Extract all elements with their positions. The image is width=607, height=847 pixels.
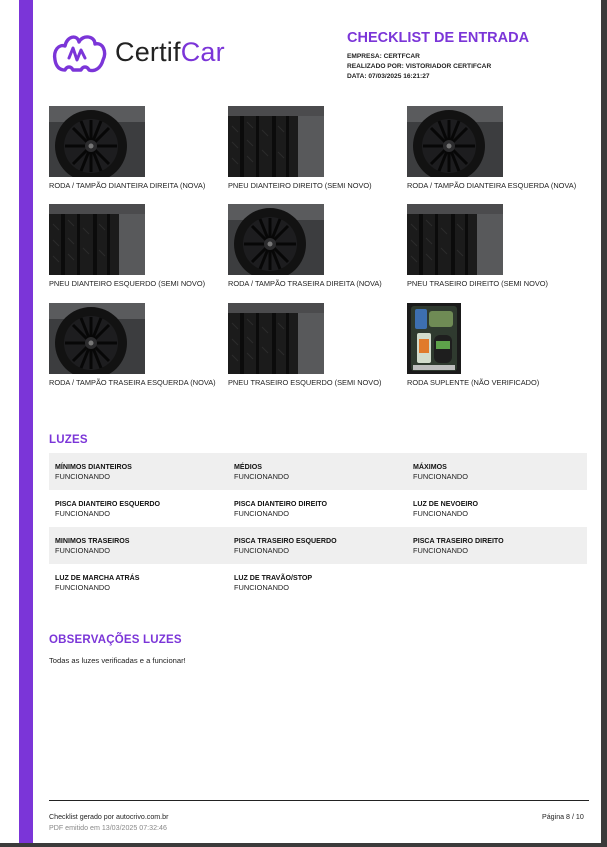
car-outline-icon: [49, 30, 109, 76]
photo-item: [407, 106, 589, 191]
table-row: [49, 564, 587, 601]
light-item: [413, 536, 504, 556]
photo-caption: RODA SUPLENTE (NÃO VERIFICADO): [407, 378, 540, 387]
photo-caption: RODA / TAMPÃO TRASEIRA ESQUERDA (NOVA): [49, 378, 216, 387]
footer-emitted-date: PDF emitido em 13/03/2025 07:32:46: [49, 824, 167, 832]
photo-item: [49, 204, 225, 289]
light-status: FUNCIONANDO: [413, 472, 469, 481]
light-item: [234, 536, 337, 556]
light-item: [55, 462, 132, 482]
footer-divider: [49, 800, 589, 801]
light-status: FUNCIONANDO: [55, 472, 111, 481]
photo-item: [228, 106, 404, 191]
photo-caption: RODA / TAMPÃO DIANTEIRA ESQUERDA (NOVA): [407, 181, 577, 190]
light-item: [413, 462, 468, 482]
footer-generated-by: Checklist gerado por autocrivo.com.br: [49, 813, 169, 821]
light-name: PISCA DIANTEIRO DIREITO: [234, 500, 328, 508]
light-status: FUNCIONANDO: [234, 546, 290, 555]
light-name: PISCA DIANTEIRO ESQUERDO: [55, 500, 160, 508]
realizado-line: REALIZADO POR: VISTORIADOR CERTIFCAR: [347, 63, 492, 70]
light-status: FUNCIONANDO: [234, 472, 290, 481]
light-name: LUZ DE MARCHA ATRÁS: [55, 574, 140, 582]
certifcar-logo: [49, 30, 249, 76]
photo-thumbnail[interactable]: [407, 204, 503, 275]
light-name: MINIMOS TRASEIROS: [55, 537, 130, 545]
light-status: FUNCIONANDO: [55, 509, 111, 518]
photo-caption: PNEU TRASEIRO DIREITO (SEMI NOVO): [407, 279, 548, 288]
photo-thumbnail[interactable]: [49, 106, 145, 177]
light-item: [55, 536, 130, 556]
light-item: [55, 573, 139, 593]
light-item: [234, 573, 312, 593]
photo-caption: PNEU TRASEIRO ESQUERDO (SEMI NOVO): [228, 378, 382, 387]
photo-caption: PNEU DIANTEIRO ESQUERDO (SEMI NOVO): [49, 279, 206, 288]
light-name: MÁXIMOS: [413, 463, 447, 471]
photo-thumbnail[interactable]: [228, 106, 324, 177]
photo-item: [407, 303, 589, 388]
empresa-line: EMPRESA: CERTFCAR: [347, 53, 420, 60]
light-status: FUNCIONANDO: [55, 583, 111, 592]
light-status: FUNCIONANDO: [234, 509, 290, 518]
photo-caption: RODA / TAMPÃO DIANTEIRA DIREITA (NOVA): [49, 181, 206, 190]
light-name: LUZ DE NEVOEIRO: [413, 500, 479, 508]
light-item: [234, 499, 327, 519]
light-item: [413, 499, 478, 519]
photo-thumbnail[interactable]: [49, 204, 145, 275]
brand-name: CertifCar: [115, 37, 225, 67]
light-status: FUNCIONANDO: [234, 583, 290, 592]
observations-text: Todas as luzes verificadas e a funcionar!: [49, 656, 186, 665]
light-item: [55, 499, 160, 519]
photo-item: [228, 204, 404, 289]
light-name: PISCA TRASEIRO DIREITO: [413, 537, 504, 545]
light-status: FUNCIONANDO: [413, 509, 469, 518]
photo-thumbnail[interactable]: [407, 106, 503, 177]
light-name: LUZ DE TRAVÃO/STOP: [234, 574, 313, 582]
light-status: FUNCIONANDO: [55, 546, 111, 555]
photo-item: [49, 303, 225, 388]
photo-caption: RODA / TAMPÃO TRASEIRA DIREITA (NOVA): [228, 279, 382, 288]
page-number: Página 8 / 10: [542, 813, 584, 821]
light-name: MÉDIOS: [234, 463, 262, 471]
data-line: DATA: 07/03/2025 16:21:27: [347, 73, 430, 80]
photo-item: [407, 204, 589, 289]
report-title: CHECKLIST DE ENTRADA: [347, 30, 530, 46]
table-row: [49, 453, 587, 490]
table-row: [49, 527, 587, 564]
observations-section-title: OBSERVAÇÕES LUZES: [49, 634, 182, 646]
photo-thumbnail[interactable]: [228, 204, 324, 275]
light-item: [234, 462, 289, 482]
lights-section-title: LUZES: [49, 434, 88, 446]
lights-table: [49, 453, 587, 601]
light-name: MÍNIMOS DIANTEIROS: [55, 463, 132, 471]
photo-item: [228, 303, 404, 388]
photo-thumbnail[interactable]: [407, 303, 461, 374]
photo-caption: PNEU DIANTEIRO DIREITO (SEMI NOVO): [228, 181, 372, 190]
light-status: FUNCIONANDO: [413, 546, 469, 555]
accent-sidebar-bar: [19, 0, 33, 843]
light-name: PISCA TRASEIRO ESQUERDO: [234, 537, 337, 545]
photo-thumbnail[interactable]: [228, 303, 324, 374]
photo-item: [49, 106, 225, 191]
report-header: [347, 30, 597, 82]
photo-thumbnail[interactable]: [49, 303, 145, 374]
table-row: [49, 490, 587, 527]
